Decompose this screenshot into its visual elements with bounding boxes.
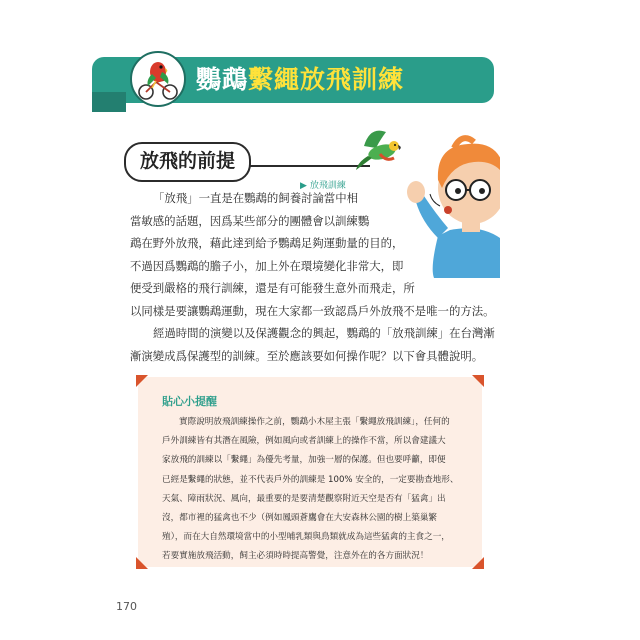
tips-corner-icon <box>136 375 148 387</box>
text-line: 以同樣是要讓鸚鵡運動，現在大家都一致認爲戶外放飛不是唯一的方法。 <box>130 303 495 318</box>
tips-line: 若要實施放飛活動，飼主必須時時提高警覺，注意外在的各方面狀況！ <box>162 551 429 562</box>
tips-line: 實際說明放飛訓練操作之前，鸚鵡小木屋主張「繫繩放飛訓練」，任何的 <box>179 417 450 427</box>
tips-corner-icon <box>136 557 148 569</box>
caption-triangle-icon: ▶ <box>300 181 307 191</box>
tips-line: 沒，都市裡的猛禽也不少（例如鳳頭蒼鷹會在大安森林公園的樹上築巢繁 <box>162 513 438 524</box>
text-line: 便受到嚴格的飛行訓練，還是有可能發生意外而飛走，所 <box>130 281 415 295</box>
tips-line: 家放飛的訓練以「繫繩」為優先考量，加強一層的保護。但也要呼籲，即便 <box>162 455 446 466</box>
caption-text: 放飛訓練 <box>309 181 346 191</box>
page-title-part1: 鸚鵡 <box>196 65 249 94</box>
text-line: 「放飛」一直是在鸚鵡的飼養討論當中相 <box>153 191 359 205</box>
text-line: 漸演變成爲保護型的訓練。至於應該要如何操作呢？以下會具體說明。 <box>130 348 484 363</box>
tips-title: 貼心小提醒 <box>162 395 217 408</box>
text-line: 不過因爲鸚鵡的膽子小，加上外在環境變化非常大，即 <box>130 258 404 273</box>
parrot-on-bicycle-icon <box>126 50 190 108</box>
page-number: 170 <box>116 600 137 613</box>
header-banner-fold <box>92 92 126 112</box>
text-line: 經過時間的演變以及保護觀念的興起，鸚鵡的「放飛訓練」在台灣漸 <box>153 326 495 340</box>
text-line: 鵡在野外放飛，藉此達到給予鸚鵡足夠運動量的目的， <box>130 236 404 250</box>
text-line: 當敏感的話題，因爲某些部分的團體會以訓練鸚 <box>130 213 370 228</box>
section-heading: 放飛的前提 <box>124 142 251 182</box>
tips-line: 天氣、障雨狀況、風向，最重要的是要清楚觀察附近天空是否有「猛禽」出 <box>162 493 446 504</box>
section-heading-rule <box>230 165 370 167</box>
tips-text <box>162 413 458 567</box>
page-title <box>196 62 404 98</box>
tips-corner-icon <box>472 557 484 569</box>
tips-corner-icon <box>472 375 484 387</box>
tips-line: 戶外訓練皆有其潛在風險，例如風向或者訓練上的操作不當，所以會建議大 <box>162 436 446 447</box>
body-paragraph-1 <box>130 187 495 322</box>
body-paragraph-2 <box>130 322 495 367</box>
tips-line: 殖），而在大自然環境當中的小型哺乳類與鳥類就成為這些猛禽的主食之一， <box>162 532 450 543</box>
tips-line: 已經是繫繩的狀態，並不代表戶外的訓練是 100% 安全的，一定要勘查地形、 <box>162 474 459 485</box>
page-title-part2: 繫繩放飛訓練 <box>248 65 405 94</box>
